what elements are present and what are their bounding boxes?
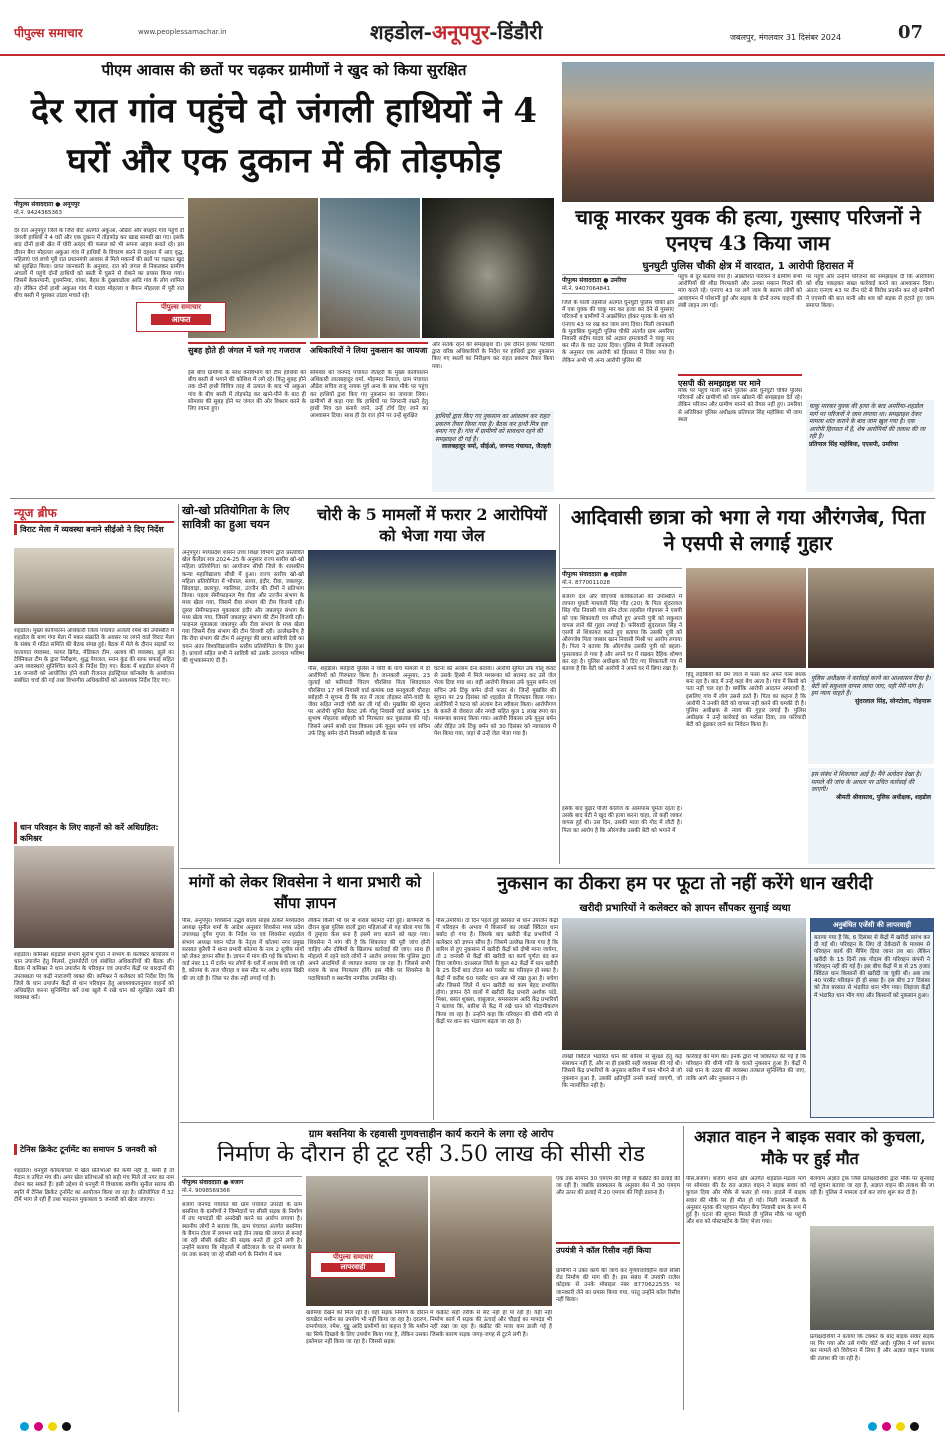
brief-item2-body: शहडोल। कमिश्नर शहडोल संभाग सुरभि गुप्ता ने संभाग के कलेक्टर कार्यालय में धान उपार्जन हेतु मिलर्स, ट्रांसपोर्टरों एवं संबंधित अधिकारियों की बैठक ली। बैठक में कमिश्नर ने धान उपार्जन के परिवहन एवं उपार्जन केंद्रों पर बारदानों की उपलब्धता पर कड़ी नाराजगी व्यक्त की। कमिश्नर ने कलेक्टर को निर्देश दिए कि जिले के धान उपार्जन केंद्रों से धान परिवहन हेतु आवश्यकतानुसार वाहनों को अधिग्रहित करना सुनिश्चित करें तथा खुले में रखे धान को सुरक्षित रखने की व्यवस्था करें। xyxy=(14,952,174,1002)
brief-item1-photo xyxy=(14,548,174,624)
elephant-sub2: अधिकारियों ने लिया नुकसान का जायजा xyxy=(310,342,428,356)
elephant-quote-text: हाथियों द्वारा किए गए नुकसान का आंकलन कर राहत प्रकरण तैयार किया गया है। बैठक कर हाथी मित्र दल बनाए गए हैं। गांव में ग्रामीणों को सावधान रहने की समझाइश दी गई है। xyxy=(435,413,550,443)
brief-item2-photo xyxy=(14,846,174,948)
murder-quote xyxy=(806,400,934,492)
theft-body2: घटना को अंजाम देना बताया। आरोपी सुमित उर्फ गोलू केवट से उसके हिस्से में मिले मशरूका को बरामद कर उसे जेल भेजा दिया गया था। वहीं आरोपी विकास उर्फ यूनुस बर्मन एवं सचिन उर्फ टिंकू बर्मन दोनों फरार थे। जिन्हें मुखबिर की सूचना पर 29 दिसंबर को शहडोल से गिरफ्तार किया गया। आरोपियों ने घटना को अंजाम देना स्वीकार किया। आरोपीगण के कब्जे से जेवरात और नगदी सहित कुल 1 लाख रुपए का मशरूका बरामद किया गया। आरोपी विकास उर्फ यूनुस बर्मन और रोहित उर्फ टिंकू बर्मन को 30 दिसंबर को न्यायालय में पेश किया गया, जहां से उन्हें जेल भेजा गया है। xyxy=(434,666,556,737)
print-mark-cyan-2 xyxy=(868,1422,877,1431)
logo: पीपुल्स समाचार xyxy=(14,26,83,40)
road-photo-2 xyxy=(430,1176,552,1306)
murder-headline: चाकू मारकर युवक की हत्या, गुस्साए परिजनों ने एनएच 43 किया जाम xyxy=(575,205,921,255)
print-mark-magenta-2 xyxy=(882,1422,891,1431)
theft-photo xyxy=(308,550,556,662)
print-mark-yellow-2 xyxy=(896,1422,905,1431)
elephant-quote-attr: लालबहादुर वर्मा, सीईओ, जनपद पंचायत, जैतहरी xyxy=(441,443,551,451)
road-badge-tag: लापरवाही xyxy=(321,1263,385,1272)
paddy-subhead: खरीदी प्रभारियों ने कलेक्टर को ज्ञापन सौंपकर सुनाई व्यथा xyxy=(579,903,791,914)
elephant-quote xyxy=(432,410,554,492)
shivsena-body1: पीसं, अनूपपुर। शिवसेना उद्धव बाला साहब ठाकरे मध्यप्रदेश अध्यक्ष सुनील शर्मा के आदेश अनुसार शिवसेना मध्य प्रदेश उपाध्यक्ष दुर्गेश गुप्ता के निर्देश पर एवं शिवसेना शहडोल संभाग अध्यक्ष पवन पटेल के नेतृत्व में कोतमा नगर प्रमुख सरस्वत कुरैशी ने थाना प्रभारी कोतमा के नाम 2 सूत्रीय मांगों को लेकर ज्ञापन सौंपा है। ज्ञापन में मांग की गई कि कोतमा के वार्ड नंबर 11 में दर्जन भर लोगों के घरों में शराब बेची जा रही है, कोतमा के ताल चौराहा व बस स्टैंड पर अवैध शराब बिक्री की जा रही है। जिस पर रोक नहीं लगाई गई है। xyxy=(182,918,304,982)
tribal-body2: इसके बाद बुढ़ार पीजी कॉलेज के आसपास घूमता रहता है। उसके बाद बेटी ने खुद की हत्या करना चाहा, तो कहीं जाकर वापस हुई थी। उस दिन, उसकी माता की गोद में लौटी है। पिता का आरोप है कि औरंगजेब उसकी बेटी को भगाने में xyxy=(562,806,682,834)
tribal-byline-text: पीपुल्स संवाददाता ● शहडोल xyxy=(562,571,627,578)
elephant-headline: देर रात गांव पहुंचे दो जंगली हाथियों ने 4 घरों और एक दुकान में की तोड़फोड़ xyxy=(30,91,538,181)
road-body4: एक तक सामान 30 एमएम की गिट्टी से कंक्रीट की ढलाई की जा रही है। जबकि प्राक्कलन के अनुसार बेस में 30 एमएम और ऊपर की ढलाई में 20 एमएम की गिट्टी डालना है। xyxy=(556,1176,680,1197)
road-kicker: ग्राम बसनिया के रहवासी गुणवत्ताहीन कार्य कराने के लगा रहे आरोप xyxy=(308,1129,554,1140)
brief-item1-body: शहडोल। मुख्य कार्यपालन अधिकारी जिला पंचायत अंजली रमेश की उपस्थिति में शहडोल के बाण गंगा मेला में मकर संक्रांति के अवसर पर लगने वाले विराट मेला के संबंध में गठित समिति की बैठक संपन्न हुई। बैठक में मेले के दौरान सड़कों पर यातायात व्यवस्था, फायर ब्रिगेड, मेडिकल टीम, अलाव की व्यवस्था, झूले का टेक्निकल टीम के द्वारा निरीक्षण, शुद्ध पेयजल, स्नान कुंड की साफ सफाई सहित अन्य व्यवस्थाएं सुनिश्चित करने के निर्देश दिए गए। बैठक में शहडोल संभाग में 16 जनवरी को आयोजित होने वाली रीजनल इंडस्ट्रियल कॉन्क्लेव के आयोजन संबंधित चर्चा की गई तथा विभागीय अधिकारियों को आवश्यक निर्देश दिए गए। xyxy=(14,628,174,685)
tribal-quote2-text: इस संबंध में शिकायत आई है। मैंने आवेदन देखा है। मामले की जांच के आधार पर उचित कार्रवाई की जाएगी। xyxy=(811,771,922,794)
brief-item3-title: टेनिस क्रिकेट टूर्नामेंट का समापन 5 जनवरी को xyxy=(14,1144,174,1155)
murder-byline xyxy=(562,274,674,294)
brief-item3-body: शहडोल। धनपुरी कोयलांचल में खेल प्रतिभाओं की कमी नहीं है, कमी है तो मैदान व उचित मंच की। अगर खेल प्रतिभाओं को सही मंच मिले तो नगर का नाम रोशन कर सकते हैं। इसी उद्देश्य से धनपुरी में विधायक स्वर्गीय सुनील सराफ की स्मृति में टेनिस क्रिकेट टूर्नामेंट का आयोजन किया जा रहा है। प्रतियोगिता में 32 टीमें भाग ले रही हैं तथा फाइनल मुकाबला 5 जनवरी को खेला जाएगा। xyxy=(14,1168,174,1203)
elephant-badge-logo: पीपुल्स समाचार xyxy=(160,303,202,311)
tribal-quote1 xyxy=(808,672,934,764)
murder-quote-text: चाकू मारकर युवक की हत्या के बाद अमरिया-शहडोल मार्ग पर परिजनों ने जाम लगाया था। समझाइश देकर मामला शांत कराने के बाद जाम खुल गया है। एक आरोपी हिरासत में है, शेष आरोपियों की तलाश की जा रही है। xyxy=(809,403,926,441)
divider-v2 xyxy=(559,504,560,864)
accident-body2: बेलगाम अज्ञात ट्रक जिसे प्रत्यक्षदर्शियों द्वारा मौके पर सुनवाई गई सूचना बताया जा रहा है, अज्ञात वाहन की तलाश की जा रही है। पुलिस ने मामला दर्ज कर जांच शुरू कर दी है। xyxy=(810,1176,934,1197)
road-photo-1 xyxy=(306,1176,428,1306)
paddy-body3: लाखों क्विंटल भंडारित धान की बारिश से सुरक्षा हेतु कई संसाधन नहीं हैं, और ना ही इसकी सही व्यवस्था की गई थी। जिससे केंद्र प्रभारियों के अनुसार बारिश में धान भीगने से जो नुकसान हुआ है, उसकी क्षतिपूर्ति उनसे कराई जाएगी, जो कि न्यायोचित नहीं है। xyxy=(562,1054,682,1089)
dateline: जबलपुर, मंगलवार 31 दिसंबर 2024 xyxy=(730,33,842,42)
road-body1: बजाग जनपद पंचायत की ग्राम पंचायत उपरठी के ग्राम बसनिया के ग्रामीणों ने जिम्मेदारों पर सीसी सड़क के निर्माण में तय मापदंडों की अनदेखी करने का आरोप लगाया है। स्थानीय लोगों ने बताया कि, ग्राम पंचायत अंतर्गत बसनिया के बैगान टोला में लगभग साढ़े तीन लाख की लागत से बनाई जा रही सीसी कंक्रीट की सड़क बनते ही टूटने लगी है। उन्होंने बताया कि मोहल्ले में छोटेलाल के घर से समाज के घर तक बनाए जा रहे सीसी मार्ग के निर्माण में कम xyxy=(182,1202,302,1259)
accident-body1: पीसं,बजाग। बजाग थाना क्षेत्र अंतर्गत शहडोल-मंडला मार्ग पर सोमवार की देर रात अज्ञात वाहन ने बाइक सवार को कुचल दिया और मौके से फरार हो गया। हादसे में बाइक सवार की मौके पर ही मौत हो गई। मिली जानकारी के अनुसार मृतक की पहचान मोहन बैगा निवासी ग्राम के रूप में हुई है। घटना की सूचना मिलते ही पुलिस मौके पर पहुंची और शव को पोस्टमार्टम के लिए भेजा गया। xyxy=(686,1176,806,1226)
tribal-quote2-attr: श्रीमती श्रीवास्तव, पुलिस अधीक्षक, शहडोल xyxy=(836,793,931,801)
tribal-body3: हिंदू लड़कियों को प्रेम जाल में फंसा कर अपने पास बंधक बना रहा है। बाद में उन्हें कहां बेच आता है। गांव में किसी को पता नहीं चल रहा है। क्योंकि आरोपी आदतन अपराधी है, इसलिए गांव में लोग उससे डरते हैं। पिता का कहना है कि आरोपी ने उनकी बेटी को वापस नहीं करने की धमकी दी है। पुलिस अधीक्षक से न्याय की गुहार लगाई है। पुलिस अधीक्षक ने उन्हें कार्रवाई का भरोसा दिया, तब फरियादी बेटी को ढूंढकर लाने का निवेदन किया है। xyxy=(686,672,806,729)
murder-byline-text: पीपुल्स संवाददाता ● उमरिया xyxy=(562,277,627,284)
accident-body3: प्रत्यक्षदर्शियों ने बताया कि टक्कर के बाद बाइक सवार सड़क पर गिर गया और उसे गंभीर चोटें आईं। पुलिस ने मर्ग कायम कर मामले को विवेचना में लिया है और अज्ञात वाहन चालक की तलाश की जा रही है। xyxy=(810,1334,934,1362)
divider-h3 xyxy=(180,1122,935,1123)
print-mark-magenta xyxy=(34,1422,43,1431)
print-mark-cyan xyxy=(20,1422,29,1431)
paddy-box-title: अनुबंधित एजेंसी की लापरवाही xyxy=(811,919,933,932)
shivsena-body2: लेकिन किसी भी घर से शराब बरामद नहीं हुई। छापेमारी के दौरान कुछ पुलिस वालों द्वारा महिलाओं से यह बोला गया कि ये तुम्हारा केस बना है इसमें सच बताने को कहा गया। शिवसेना ने मांग की है कि शिकायत की पूरी जांच होनी चाहिए और दोषियों के खिलाफ कार्रवाई की जाए। साथ ही मोहल्ले में रहने वाले लोगों ने आरोप लगाया कि पुलिस द्वारा अपने आदमियों से व्यापार कराया जा रहा है। जिससे सभी शराब के साथ गिरफ्तार होंगे। इस मौके पर शिवसेना के पदाधिकारी व स्थानीय नागरिक उपस्थित रहे। xyxy=(308,918,430,982)
paddy-headline: नुकसान का ठीकरा हम पर फूटा तो नहीं करेंगे धान खरीदी xyxy=(497,873,873,894)
murder-quote-attr: प्रतिपाल सिंह महोबिया, एएसपी, उमरिया xyxy=(809,440,899,448)
elephant-sub1-body: इस बीच ग्रामीणों के साथ वनविभाग की टीम हाथियों को बीच बस्ती से भगाने की कोशिश में लगे रहे। किंतु सुबह होने तक दोनों हाथी विचित्र तरह से उत्पात के बाद भी अकुआ गांव के बीच बस्ती में तोड़फोड़ कर खाने-पीने के बाद ही सोमवार की सुबह होने पर जंगल की ओर विश्राम करने के लिए रवाना हुए। xyxy=(188,370,306,413)
region-shahdol: शहडोल- xyxy=(370,20,432,44)
divider-h2 xyxy=(180,868,935,869)
divider-h1 xyxy=(10,498,935,499)
brief-item2-title: धान परिवहन के लिए वाहनों को करें अधिग्रहित: कमिश्नर xyxy=(14,822,174,844)
murder-sub: एसपी की समझाइश पर माने xyxy=(678,374,802,389)
elephant-body: देर रात अनूपपुर जिले के जिरा बीट अंतर्गत अकुआ, औढेरा और बधहार गांव पहुंचे दो जंगली हाथियों ने 4 घरों और एक दुकान में तोड़फोड़ कर खाद्य सामग्री खा गए। इसके बाद दोनों हाथी खेत में घोरी अरहर की फसल को भी अपना आहार बनाते रहे। इस दौरान बैगा मोहल्ला अकुआ गांव में हाथियों के विचरण करने से दहशत में आए वृद्ध, महिलाएं एवं बच्चे पूरी रात प्रधानमंत्री आवास से मिले मकानों की छतों पर चढ़कर खुद को सुरक्षित किया। प्राप्त जानकारी के अनुसार, रात को जंगल से निकलकर ग्रामीण अंचलों में पहुंचे दोनों हाथियों को बस्ती में घुसने से रोकने का प्रयास किया गया। जिसमें केकरपानी, दुधमनिया, वांका, बैहार के दुखवाडोला आदि गांव के लोग शामिल रहे। लेकिन दोनों हाथी अकुआ गांव में यादव मोहल्ला व बैगान मोहल्ला में पूरी रात बीच बस्ती में घुसकर तांडव मचाते रहे। xyxy=(14,228,184,299)
page-number: 07 xyxy=(898,22,924,43)
print-mark-black xyxy=(62,1422,71,1431)
kho-kho-headline: खो-खो प्रतियोगिता के लिए सावित्री का हुआ चयन xyxy=(182,504,290,531)
tribal-quote2 xyxy=(808,768,934,864)
site-url: www.peoplessamachar.in xyxy=(138,28,227,36)
elephant-sub2-body2: और सतर्क रहने की समझाइश दी। इस दौरान हल्का पटवारी द्वारा वरिष्ठ अधिकारियों के निर्देश पर हाथियों द्वारा नुकसान किए गए स्थलों का निरीक्षण कर राहत प्रकरण तैयार किया गया। xyxy=(432,342,554,370)
elephant-byline-text: पीपुल्स संवाददाता ● अनूपपुर xyxy=(14,201,80,208)
divider-v3 xyxy=(433,872,434,1120)
road-headline: निर्माण के दौरान ही टूट रही 3.50 लाख की सीसी रोड xyxy=(217,1142,645,1167)
accident-bike-photo xyxy=(810,1226,934,1330)
tribal-byline xyxy=(562,568,682,588)
tribal-mobile: मो.नं. 8770011028 xyxy=(562,580,611,586)
tribal-quote1-attr: सुंदरलाल सिंह, सोनटोला, गोहपारू xyxy=(855,697,931,705)
elephant-sub1: सुबह होते ही जंगल में चले गए गजराज xyxy=(188,342,306,356)
region-dindori: -डिंडौरी xyxy=(489,20,543,44)
road-badge-logo: पीपुल्स समाचार xyxy=(332,1253,374,1261)
road-mobile: मो.नं. 9098569366 xyxy=(182,1188,231,1194)
road-sub-body: ग्रामीणों ने उक्त कार्य की जांच कर गुणवत्ताविहीन वाले सीसी रोड निर्माण की मांग की है। इस संबंध में उपयंत्री राजेश कोड़ाक से उनके मोबाइल नंबर 8770622535 पर जानकारी लेने का प्रयास किया गया, परंतु उन्होंने कॉल रिसीव नहीं किया। xyxy=(556,1268,680,1303)
shivsena-headline: मांगों को लेकर शिवसेना ने थाना प्रभारी को सौंपा ज्ञापन xyxy=(188,873,422,912)
paddy-box xyxy=(810,918,934,1118)
brief-item1-title: विराट मेला में व्यवस्था बनाने सीईओ ने दिए निर्देश xyxy=(14,524,174,535)
elephant-byline xyxy=(14,198,184,218)
divider-v4 xyxy=(683,1126,684,1410)
murder-body2: पहुंच से दूर बताया गया है। आक्रोशित परिजन व ग्रामीण सभी आरोपियों की शीघ्र गिरफ्तारी और उनका मकान गिराने की मांग करते रहे। एनएच 43 पर लगे जाम के कारण लोगों को आवागमन में परेशानी हुई और सड़क के दोनों तरफ वाहनों की लंबी लाइन लग गई। xyxy=(678,274,802,309)
tribal-quote1-text: पुलिस अधीक्षक ने कार्रवाई करने का आश्वासन दिया है। बेटी को सकुशल वापस लाया जाए, यही मेरी मांग है। हम न्याय चाहते हैं। xyxy=(811,675,931,698)
theft-headline: चोरी के 5 मामलों में फरार 2 आरोपियों को भेजा गया जेल xyxy=(317,505,547,545)
paddy-body1: पीसं,उमरिया। दो दिन पहले हुई बरसात से धान उपार्जन केंद्रों में परिवहन के अभाव में किसानों का लाखों क्विंटल धान बर्बाद हो गया है। जिसके बाद खरीदी केंद्र प्रभारियों ने कलेक्टर को ज्ञापन सौंपा है। जिसमें उल्लेख किया गया है कि बारिश से हुए नुकसान में खरीदी केंद्रों को दोषी माना जायेगा, तो 2 जनवरी से केंद्रों की खरीदी का कार्य पूर्णतः बंद कर दिया जायेगा। दरअसल जिले के कुल 42 केंद्रों में धान खरीदी के 25 दिनों बाद टोटल 40 परसेंट का परिवहन हो सका है। केंद्रों में करीब 60 परसेंट धान अब भी रखा हुआ है। बचेगा और जिससे जिले में धान खरीदी का काम बेहद प्रभावित होगा। ज्ञापन देने वालों में खरीदी केंद्र प्रभारी अशोक पांडे, मिश्रा, बसंत शुक्ला, वाबूलाल, समसरराम आदि केंद्र प्रभारियों ने बताया कि, बारिश से केंद्र में रखे धान को गोदामीकरण किया जा रहा है। उन्होंने कहा कि परिवहन की धीमी गति से केंद्रों पर धान का भंडारण बढ़ता जा रहा है। xyxy=(436,918,558,1025)
paddy-box-body: बताया गया है कि, 6 दिसंबर से केंद्रों में खरीदी प्रारंभ कर दी गई थी। परिवहन के लिए दो ठेकेदारों के माध्यम से परिवहन कार्य की मैपिंग दिया जाना तय था। लेकिन खरीदी के 15 दिनों तक गोदाम की परिवहन कंपनी ने परिवहन नहीं की गई है। इस बीच केंद्रों में 8 से 25 हजार क्विंटल धान किसानों की खरीदी जा चुकी थी। अब तक 40 परसेंट परिवहन ही हो सका है। इस बीच 27 दिसंबर को तेज बरसात से भंडारित धान भीग गया। लिहाजा केंद्रों में भंडारित धान भीग गया और किसानों को नुकसान हुआ। xyxy=(814,935,930,999)
road-sub: उपयंत्री ने कॉल रिसीव नहीं किया xyxy=(556,1242,680,1256)
tribal-photo-father xyxy=(808,568,934,668)
murder-body1: जिले के पाली तहसील अंतर्गत घुनघुटी पुलिस चौकी क्षेत्र में एक युवक की चाकू मार कर हत्या कर देने से गुस्साए परिजनों व ग्रामीणों ने आक्रोशित होकर मृतक के शव को एनएच 43 पर रख कर जाम लगा दिया। मिली जानकारी के मुताबिक घुनघुटी पुलिस चौकी अंतर्गत ग्राम अमरिया निवासी संदीप यादव को अज्ञात हमलावरों ने चाकू मार कर मौत के घाट उतार दिया। पुलिस से मिली जानकारी के अनुसार एक आरोपी को हिरासत में लिया गया है। लेकिन अभी भी अन्य आरोपी पुलिस की xyxy=(562,300,674,364)
elephant-badge-tag: आफत xyxy=(151,314,211,325)
elephant-photo-shop xyxy=(320,198,420,338)
elephant-kicker: पीएम आवास की छतों पर चढ़कर ग्रामीणों ने खुद को किया सुरक्षित xyxy=(101,62,467,79)
road-byline-text: पीपुल्स संवाददाता ● बजाग xyxy=(182,1179,244,1186)
paddy-body4: कार्रवाई की मांग की। इनके द्वारा भी शिकायत की गई है कि परिवहन की धीमी गति के चलते नुकसान हुआ है। केंद्रों में रखे धान के उठाव की व्यवस्था तत्काल सुनिश्चित की जाए, ताकि आगे और नुकसान न हो। xyxy=(686,1054,806,1082)
road-byline xyxy=(182,1176,302,1196)
murder-sub-body: मौके पर पहुंचे पाली थाना पुलिस और घुनघुटी चौकी पुलिस परिजनों और ग्रामीणों को जाम खोलने की समझाइश देते रहे। लेकिन परिजन और ग्रामीण मानने को तैयार नहीं हुए। उमरिया से अतिरिक्त पुलिस अधीक्षक प्रतिपाल सिंह महोबिया भी जाम स्थल xyxy=(678,388,802,423)
masthead xyxy=(0,0,945,56)
road-body3: में कंक्रीट सही तरीके से सेट नहीं हो पा रही है। यही नहीं निर्माण कार्य में सड़क की ऊंचाई और चौड़ाई का मापदंड भी नहीं रखा जा रहा है। कंक्रीट की मात्रा कम डाली गई है जिसके कारण सड़क जगह-जगह से टूटने लगी है। xyxy=(430,1310,552,1338)
elephant-photo-night xyxy=(422,198,554,338)
tribal-photo-group xyxy=(686,568,806,668)
tribal-body1: बजरंग दल और वीएचपी कार्यकर्ताओं की उपस्थिति में लापता युवती माधवती सिंह गोंड (20) के पिता सुंदरलाल सिंह गोंड निवासी गांव सोन टोला तहसील गोहपारू ने एसपी को एक शिकायती पत्र सौंपते हुए अपनी पुत्री को सकुशल वापस लाने की गुहार लगाई है। फरियादी सुंदरलाल सिंह ने एसपी से शिकायत करते हुए बताया कि उसकी पुत्री को औरंगजेब पिता जब्बार खान निवासी मिश्री पर आरोप लगाया है। पिता ने बताया कि औरंगजेब उसकी पुत्री को बहला-फुसलाकर ले गया है और अपने घर में रखकर दैहिक शोषण कर रहा है। पुलिस अधीक्षक को दिए गए शिकायती पत्र में बताया है कि बेटी को आरोपी ने अपने घर में छिपा रखा है। xyxy=(562,594,682,673)
divider-v1 xyxy=(178,504,179,1412)
accident-headline: अज्ञात वाहन ने बाइक सवार को कुचला, मौके पर हुई मौत xyxy=(694,1127,926,1168)
print-mark-yellow xyxy=(48,1422,57,1431)
murder-body3: पर पहुंचे और उन्होंने परिजनों को समझाइश दी कि आरोपियों को शीघ्र पकड़कर सख्त कार्रवाई करने का आश्वासन दिया। अंततः एनएच 43 पर तीन घंटे से विरोध प्रदर्शन कर रहे ग्रामीणों ने एएसपी की बात मानी और शव को सड़क से हटाते हुए जाम समाप्त किया। xyxy=(806,274,934,309)
kho-kho-body: अनूपपुर। मध्यप्रदेश शासन उच्च शिक्षा विभाग द्वारा प्रस्तावित खेल कैलेंडर सत्र 2024-25 के अनुसार राज्य स्तरीय खो-खो महिला प्रतियोगिता का आयोजन सीधी जिले के शासकीय कन्या महाविद्यालय सीधी में हुआ। राज्य स्तरीय खो-खो महिला प्रतियोगिता में भोपाल, सागर, इंदौर, रीवा, जबलपुर, छिंदवाड़ा, छतरपुर, ग्वालियर, उज्जैन की टीमों ने प्रतिभाग किया। पहला सेमीफाइनल मैच रीवा और उज्जैन संभाग के मध्य खेला गया, जिसमें रीवा संभाग की टीम विजयी रही। दूसरा सेमीफाइनल मुकाबला इंदौर और जबलपुर संभाग के मध्य खेला गया, जिसमें जबलपुर संभाग की टीम विजयी रही। फाइनल मुकाबला जबलपुर और रीवा संभाग के मध्य खेला गया जिसमें रीवा संभाग की टीम विजयी रही। उल्लेखनीय है कि रीवा संभाग की टीम में अनूपपुर की छात्रा सावित्री देवी का चयन अंतर विश्वविद्यालयीन स्तरीय प्रतियोगिता के लिए हुआ है। प्राचार्य सहित सभी ने सावित्री को उसके उज्ज्वल भविष्य की शुभकामनाएं दी हैं। xyxy=(182,550,304,665)
murder-subhead: घुनघुटी पुलिस चौकी क्षेत्र में वारदात, 1 आरोपी हिरासत में xyxy=(642,261,854,272)
print-mark-black-2 xyxy=(910,1422,919,1431)
paddy-photo xyxy=(562,918,806,1050)
tribal-headline: आदिवासी छात्रा को भगा ले गया औरंगजेब, पिता ने एसपी से लगाई गुहार xyxy=(570,505,926,555)
region-title xyxy=(370,18,543,45)
murder-crowd-photo xyxy=(562,62,934,202)
news-brief-label: न्यूज ब्रीफ xyxy=(14,504,174,523)
murder-mobile: मो.नं. 9407064841 xyxy=(562,286,611,292)
road-badge xyxy=(310,1252,396,1278)
elephant-mobile: मो.नं. 9424365363 xyxy=(14,210,63,216)
theft-body1: पीसं, शहडोल। ब्योहारी पुलिस ने चोरी के पांच मामलों में दो आरोपियों को गिरफ्तार किया है। जानकारी अनुसार, 23 जुलाई को फरियादी चिराग चौरसिया पिता शिवदयाल चौरसिया 17 वर्ष निवासी वार्ड क्रमांक 08 बनवुकली चौराहा ब्योहारी ने सूचना दी कि रात में ताला तोड़कर सोने-चांदी के जेवर सहित नगदी चोरी कर ली गई थी। मुखबिर की सूचना पर आरोपी सुमित केवट उर्फ गोलू निवासी वार्ड क्रमांक 15 सुभाष मोहल्ला ब्योहारी को गिरफ्तार कर पूछताछ की गई। जिसने अपने साथी दारा विकास उर्फ यूनुस बर्मन एवं सचिन उर्फ टिंकू बर्मन दोनों निवासी ब्योहारी के साथ xyxy=(308,666,430,737)
road-body2: खामियां देखने को मिल रहीं हैं। वहीं सड़क निर्माण के दौरान वायब्रेटर मशीन का उपयोग भी नहीं किया जा रहा है। दरारण, रामगोपाल, रमेश, गुड्डू आदि ग्रामीणों का कहना है कि मशीन का सिर्फ दिखावे के लिए उपयोग किया गया है, लेकिन उसका इस्तेमाल नहीं किया जा रहा है। जिससे सड़क xyxy=(306,1310,428,1345)
region-anuppur: अनूपपुर xyxy=(431,20,490,44)
elephant-sub2-body: सोमवार को जनपद पंचायत जैतहरी के मुख्य कार्यपालन अधिकारी लालबहादुर वर्मा, मोहम्मद नियाज, ग्राम पंचायत औढेरा सचिव राजू नायक पूर्व अन्य के साथ मौके पर पहुंच कर हाथियों द्वारा किए गए नुकसान का जायजा लिया। ग्रामीणों से कहा गया कि हाथियों पर निगरानी रखने हेतु हाथी मित्र दल बनाये जाने, उन्हें टॉर्च दिए जाने का आश्वासन दिया। साथ ही देर रात होने पर उन्हें सुरक्षित xyxy=(310,370,428,420)
